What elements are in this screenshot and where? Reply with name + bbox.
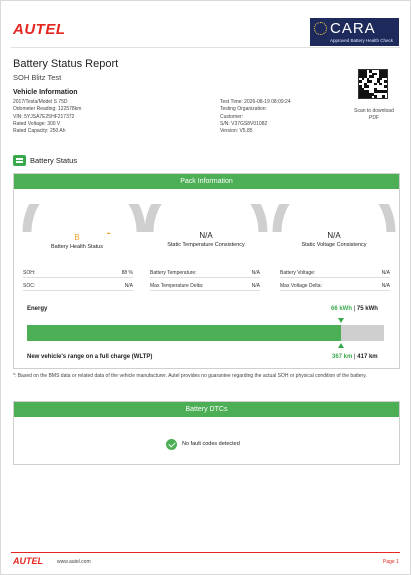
cara-badge-title: CARA: [330, 20, 376, 37]
disclaimer-note: *: Based on the BMS data or related data of the vehicle manufacturer. Autel provides no guarantee regarding the actual SOH or physical condition of the battery.: [13, 373, 367, 379]
qr-module: [362, 78, 365, 81]
qr-module: [369, 80, 372, 83]
max-voltage-delta-label: Max Voltage Delta:: [280, 283, 322, 289]
temperature-consistency-gauge: [141, 204, 271, 234]
voltage-consistency-value: N/A: [327, 231, 341, 240]
soc-value: N/A: [124, 283, 133, 289]
energy-bar: [27, 325, 384, 341]
range-total: 417 km: [357, 354, 378, 360]
vehicle-info-title: Vehicle Information: [13, 89, 78, 96]
qr-module: [379, 78, 382, 81]
customer: Customer:: [220, 113, 244, 120]
qr-module: [374, 73, 377, 76]
header-divider: [11, 47, 400, 48]
qr-module: [374, 95, 377, 98]
voltage-consistency-gauge: [269, 204, 399, 234]
energy-bar-fill: [27, 325, 341, 341]
range-label: New vehicle's range on a full charge (WLTP): [27, 354, 153, 360]
battery-voltage-value: N/A: [381, 270, 390, 276]
max-temperature-delta-row: [150, 281, 260, 291]
qr-module: [374, 83, 377, 86]
energy-label: Energy: [27, 306, 48, 312]
qr-module: [384, 90, 387, 93]
footer-autel-logo: AUTEL: [13, 556, 43, 566]
qr-module: [369, 95, 372, 98]
energy-current: 66 kWh: [331, 306, 353, 312]
cara-star-ring-icon: [314, 22, 327, 35]
battery-temperature-value: N/A: [251, 270, 260, 276]
battery-dtcs-panel: [13, 401, 400, 465]
battery-health-gauge: [19, 204, 149, 234]
report-subtitle: SOH Blitz Test: [13, 73, 62, 82]
qr-module: [382, 95, 385, 98]
battery-health-grade: B: [74, 233, 80, 242]
battery-status-label: Battery Status: [30, 156, 78, 165]
footer-divider: [11, 552, 400, 553]
soh-label: SOH:: [23, 270, 36, 276]
check-circle-icon: [166, 439, 177, 450]
test-time: Test Time: 2026-08-19 08:09:24: [220, 99, 291, 105]
vin: VIN: 5YJSA7E25HF217372: [13, 113, 75, 120]
testing-organization: Testing Organization:: [220, 106, 267, 113]
software-version: Version: V5.85: [220, 128, 253, 135]
soh-row: [23, 268, 133, 278]
page-number: Page 1: [383, 559, 399, 565]
no-fault-message: No fault codes detected: [182, 441, 240, 447]
energy-total: 75 kWh: [356, 306, 378, 312]
battery-health-gauge-text: [12, 233, 142, 250]
cara-badge-tagline: Approved Battery Health Check: [330, 38, 394, 43]
battery-temperature-row: [150, 268, 260, 278]
battery-voltage-row: [280, 268, 390, 278]
soh-value: 88 %: [121, 270, 133, 276]
report-title: Battery Status Report: [13, 58, 119, 70]
qr-module: [384, 80, 387, 83]
battery-voltage-label: Battery Voltage:: [280, 270, 316, 276]
qr-module: [384, 85, 387, 88]
temperature-consistency-text: [141, 231, 271, 248]
max-voltage-delta-row: [280, 281, 390, 291]
energy-values: [331, 306, 378, 312]
temperature-consistency-gauge-track: [149, 204, 263, 232]
rated-voltage: Rated Voltage: 300 V: [13, 120, 61, 127]
voltage-consistency-label: Static Voltage Consistency: [301, 242, 367, 248]
cara-badge: [310, 18, 399, 46]
max-temperature-delta-label: Max Temperature Delta:: [150, 283, 204, 289]
battery-health-label: Battery Health Status: [51, 244, 103, 250]
range-marker-icon: [338, 343, 344, 348]
energy-marker-icon: [338, 318, 344, 323]
range-current: 367 km: [332, 354, 353, 360]
pack-information-header: Pack Information: [14, 174, 399, 189]
temperature-consistency-value: N/A: [199, 231, 213, 240]
soc-row: [23, 281, 133, 291]
vehicle-model: 2017/Tesla/Model S 75D: [13, 99, 68, 105]
soc-label: SOC:: [23, 283, 36, 289]
max-temperature-delta-value: N/A: [251, 283, 260, 289]
rated-capacity: Rated Capacity: 250 Ah: [13, 128, 66, 135]
energy-separator: |: [352, 306, 357, 312]
vehicle-info-left: [13, 99, 81, 135]
battery-health-gauge-track: [27, 204, 141, 232]
odometer-reading: Odometer Reading: 122578km: [13, 106, 82, 113]
qr-caption-line-1: Scan to download: [354, 108, 394, 114]
voltage-consistency-gauge-track: [277, 204, 391, 232]
autel-logo: AUTEL: [13, 21, 66, 38]
range-values: [332, 354, 378, 360]
qr-module: [367, 85, 370, 88]
battery-status-icon: [13, 155, 26, 166]
max-voltage-delta-value: N/A: [381, 283, 390, 289]
qr-module: [384, 75, 387, 78]
serial-number: S/N: V37GS8V01082: [220, 120, 268, 127]
qr-caption: [344, 108, 404, 122]
qr-code[interactable]: [358, 69, 388, 99]
range-separator: |: [352, 354, 358, 360]
footer-website-link[interactable]: www.autel.com: [57, 559, 91, 565]
battery-temperature-label: Battery Temperature:: [150, 270, 197, 276]
qr-module: [379, 83, 382, 86]
qr-caption-line-2: PDF: [369, 114, 379, 121]
qr-module: [372, 75, 375, 78]
qr-module: [359, 80, 362, 83]
temperature-consistency-label: Static Temperature Consistency: [167, 242, 245, 248]
vehicle-info-right: [220, 99, 291, 135]
battery-dtcs-header: Battery DTCs: [14, 402, 399, 417]
voltage-consistency-text: [269, 231, 399, 248]
